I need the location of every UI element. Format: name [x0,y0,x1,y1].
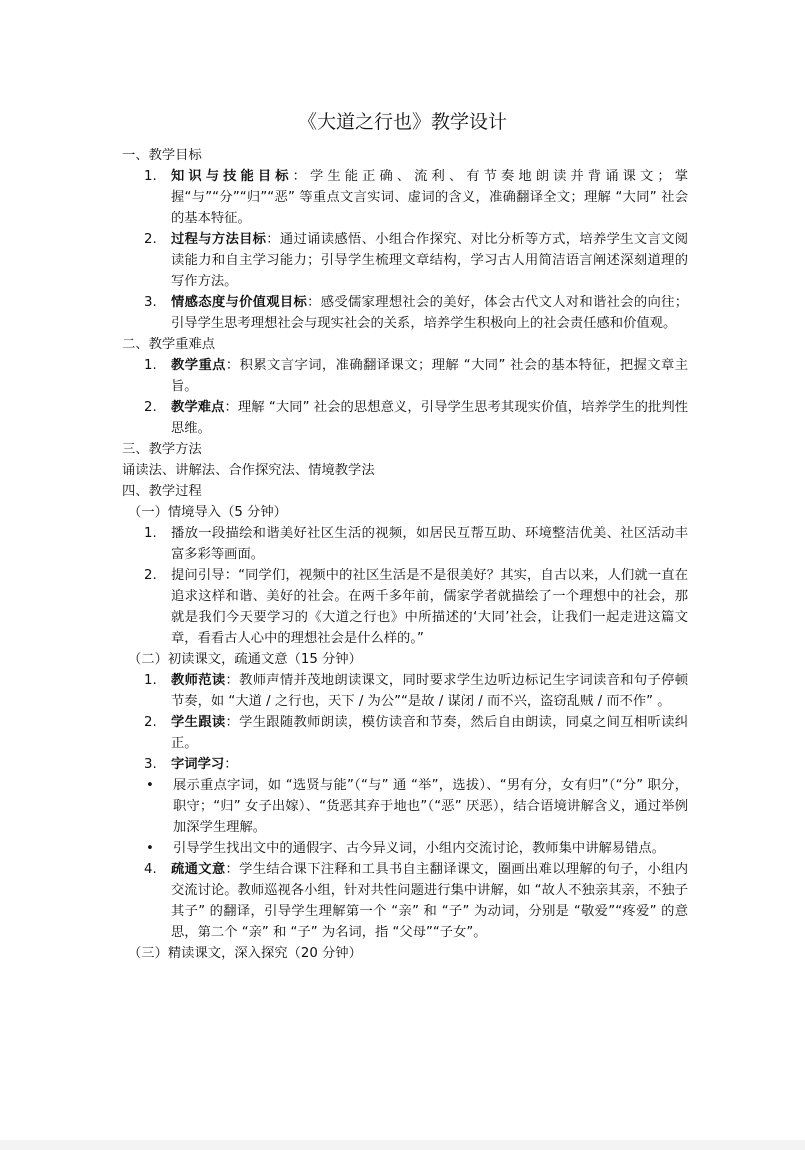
bullet-icon: • [146,778,154,793]
item-text: 引导学生找出文中的通假字、古今异义词，小组内交流讨论，教师集中讲解易错点。 [173,841,665,856]
list-number: 1. [144,526,157,541]
list-number: 2. [144,568,157,583]
item-text: 展示重点字词，如 “选贤与能”（“与” 通 “举”，选拔）、“男有分，女有归”（“分” 职分，职守；“归” 女子出嫁）、“货恶其弃于地也”（“恶” 厌恶），结合语境讲解含义，通过举例加深学生理解。 [173,778,688,835]
list-item [122,166,688,229]
list-item [122,355,688,397]
list-number: 3. [144,295,157,310]
list-number: 1. [144,358,157,373]
list-item [122,397,688,439]
item-text: ：学生能正确、流利、有节奏地朗读并背诵课文；掌握“与”“分”“归”“恶” 等重点文言实词、虚词的含义，准确翻译全文；理解 “大同” 社会的基本特征。 [171,169,689,226]
item-label: 疏通文意 [171,862,226,877]
item-label: 教师范读 [171,673,226,688]
item-label: 教学重点 [171,358,226,373]
item-label: 字词学习 [171,757,225,772]
item-text: ：理解 “大同” 社会的思想意义，引导学生思考其现实价值，培养学生的批判性思维。 [171,400,689,436]
section-heading-methods: 三、教学方法 [122,442,202,457]
list-number: 1. [144,169,157,184]
item-text: ：教师声情并茂地朗读课文，同时要求学生边听边标记生字词读音和句子停顿节奏，如 “大道 / 之行也，天下 / 为公”“是故 / 谋闭 / 而不兴，盗窃乱贼 / 而不作” 。 [171,673,689,709]
list-number: 4. [144,862,157,877]
document-title: 《大道之行也》教学设计 [297,111,507,133]
item-text: ：通过诵读感悟、小组合作探究、对比分析等方式，培养学生文言文阅读能力和自主学习能力；引导学生梳理文章结构，学习古人用简洁语言阐述深刻道理的写作方法。 [171,232,689,289]
subsection-heading: （二）初读课文，疏通文意（15 分钟） [128,652,362,667]
document-body [122,145,688,964]
item-text: ：积累文言字词，准确翻译课文；理解 “大同” 社会的基本特征，把握文章主旨。 [171,358,689,394]
list-item [122,229,688,292]
methods-text: 诵读法、讲解法、合作探究法、情境教学法 [122,463,375,478]
item-text: 提问引导：“同学们，视频中的社区生活是不是很美好？其实，自古以来，人们就一直在追求这样和谐、美好的社会。在两千多年前，儒家学者就描绘了一个理想中的社会，那就是我们今天要学习的《大道之行也》中所描述的‘大同’社会，让我们一起走进这篇文章，看看古人心中的理想社会是什么样的。” [171,568,688,646]
item-label: 教学难点 [171,400,225,415]
item-label: 知识与技能目标 [171,169,293,184]
subsection-heading: （三）精读课文，深入探究（20 分钟） [128,946,362,961]
list-item [122,523,688,565]
item-text: ： [224,757,238,772]
subsection-heading: （一）情境导入（5 分钟） [128,505,287,520]
list-number: 2. [144,400,157,415]
section-heading-process: 四、教学过程 [122,484,202,499]
item-text: 播放一段描绘和谐美好社区生活的视频，如居民互帮互助、环境整洁优美、社区活动丰富多彩等画面。 [171,526,688,562]
section-heading-key-points: 二、教学重难点 [122,337,216,352]
bullet-icon: • [146,841,154,856]
list-number: 2. [144,232,157,247]
list-item [122,292,688,334]
list-item [122,859,688,943]
item-label: 过程与方法目标 [171,232,267,247]
list-number: 3. [144,757,157,772]
list-number: 1. [144,673,157,688]
list-item [122,754,688,775]
list-item [122,712,688,754]
item-text: ：感受儒家理想社会的美好，体会古代文人对和谐社会的向往；引导学生思考理想社会与现实社会的关系，培养学生积极向上的社会责任感和价值观。 [171,295,689,331]
bullet-item [122,775,688,838]
item-label: 情感态度与价值观目标 [171,295,308,310]
list-item [122,670,688,712]
item-text: ：学生跟随教师朗读，模仿读音和节奏，然后自由朗读，同桌之间互相听读纠正。 [171,715,689,751]
list-item [122,565,688,649]
item-text: ：学生结合课下注释和工具书自主翻译课文，圈画出难以理解的句子，小组内交流讨论。教师巡视各小组，针对共性问题进行集中讲解，如 “故人不独亲其亲，不独子其子” 的翻译，引导学生理解第一个 “亲” 和 “子” 为动词，分别是 “敬爱”“疼爱” 的意思，第二个 “亲” 和 “子” 为名词，指 “父母”“子女”。 [171,862,689,940]
item-label: 学生跟读 [171,715,226,730]
section-heading-objectives: 一、教学目标 [122,148,202,163]
list-number: 2. [144,715,157,730]
bullet-item [122,838,688,859]
